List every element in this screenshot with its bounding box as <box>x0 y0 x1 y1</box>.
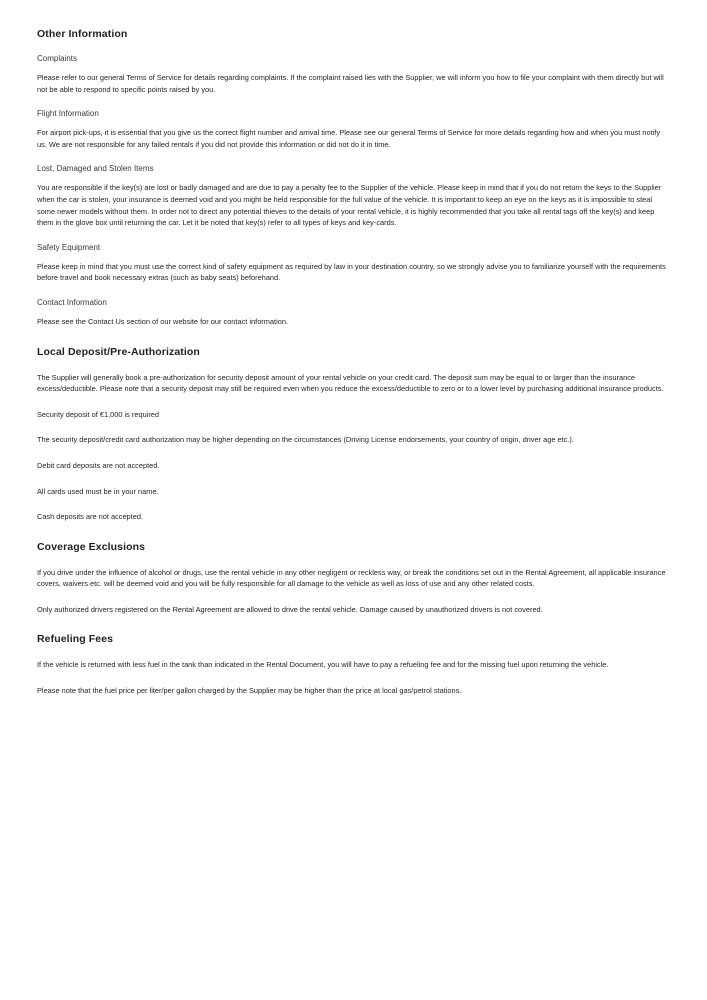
subsection-heading: Contact Information <box>37 297 107 307</box>
subsection-lost-damaged-stolen-items <box>37 164 670 228</box>
section-refueling-fees <box>37 633 670 696</box>
subsection-heading: Lost, Damaged and Stolen Items <box>37 164 154 174</box>
section-heading: Local Deposit/Pre-Authorization <box>37 345 200 358</box>
paragraph: Debit card deposits are not accepted. <box>37 460 160 470</box>
section-other-information <box>37 28 670 328</box>
section-coverage-exclusions <box>37 541 670 616</box>
section-heading: Coverage Exclusions <box>37 540 146 553</box>
subsection-heading: Flight Information <box>37 109 99 119</box>
paragraph: If you drive under the influence of alcohol or drugs, use the rental vehicle in any other negligent or reckless way, or break the conditions set out in the Rental Agreement, all applicable insurance covers, waivers etc. will be deemed void and you will be fully responsible for all damage to the vehicle as well as loss of use and any other related costs. <box>37 567 666 589</box>
subsection-contact-information <box>37 298 670 328</box>
paragraph: All cards used must be in your name. <box>37 486 159 496</box>
paragraph: Please keep in mind that you must use the correct kind of safety equipment as required by law in your destination country, so we strongly advise you to familiarize yourself with the requirements before travel and book necessary extras (such as baby seats) beforehand. <box>37 261 666 283</box>
paragraph: The security deposit/credit card authorization may be higher depending on the circumstances (Driving License endorsements, your country of origin, driver age etc.). <box>37 435 574 445</box>
section-heading: Other Information <box>37 28 128 40</box>
subsection-heading: Complaints <box>37 54 78 63</box>
subsection-flight-information <box>37 109 670 150</box>
paragraph-security-deposit-amount: Security deposit of €1,000 is required <box>37 409 160 419</box>
paragraph: If the vehicle is returned with less fuel in the tank than indicated in the Rental Document, you will have to pay a refueling fee and for the missing fuel upon returning the vehicle. <box>37 660 609 670</box>
subsection-safety-equipment <box>37 243 670 284</box>
paragraph: Please see the Contact Us section of our website for our contact information. <box>37 316 289 326</box>
section-local-deposit <box>37 346 670 523</box>
paragraph: Please note that the fuel price per liter/per gallon charged by the Supplier may be higher than the price at local gas/petrol stations. <box>37 686 462 696</box>
paragraph: You are responsible if the key(s) are lost or badly damaged and are due to pay a penalty fee to the Supplier of the vehicle. Please keep in mind that if you do not return the keys to the Supplier when the car is stolen, your insurance is deemed void and you might be held responsible for the full value of the vehicle. It is important to keep an eye on the keys as it is impossible to steal some newer models without them. In order not to direct any potential thieves to the details of your rental vehicle, it is highly recommended that you take all rental tags off the key(s) and keep them in the glove box until returning the car. Let it be noted that key(s) refer to all types of keys and key-cards. <box>37 183 662 228</box>
paragraph: Please refer to our general Terms of Service for details regarding complaints. If the complaint raised lies with the Supplier, we will inform you how to file your complaint with them directly but will not be able to respond to specific points raised by you. <box>37 73 664 94</box>
subsection-heading: Safety Equipment <box>37 242 101 252</box>
section-heading: Refueling Fees <box>37 633 114 646</box>
paragraph: The Supplier will generally book a pre-authorization for security deposit amount of your rental vehicle on your credit card. The deposit sum may be equal to or larger than the insurance excess/deductible. Please note that a security deposit may still be required even when you reduce the excess/deductible to zero or to a lower level by purchasing additional insurance products. <box>37 372 664 394</box>
paragraph: Only authorized drivers registered on the Rental Agreement are allowed to drive the rental vehicle. Damage caused by unauthorized drivers is not covered. <box>37 604 543 614</box>
paragraph: For airport pick-ups, it is essential that you give us the correct flight number and arrival time. Please see our general Terms of Service for more details regarding how and when you must notify us. We are not responsible for any failed rentals if you did not provide this information or did not do it in time. <box>37 128 661 149</box>
paragraph: Cash deposits are not accepted. <box>37 512 143 522</box>
subsection-complaints <box>37 54 670 95</box>
